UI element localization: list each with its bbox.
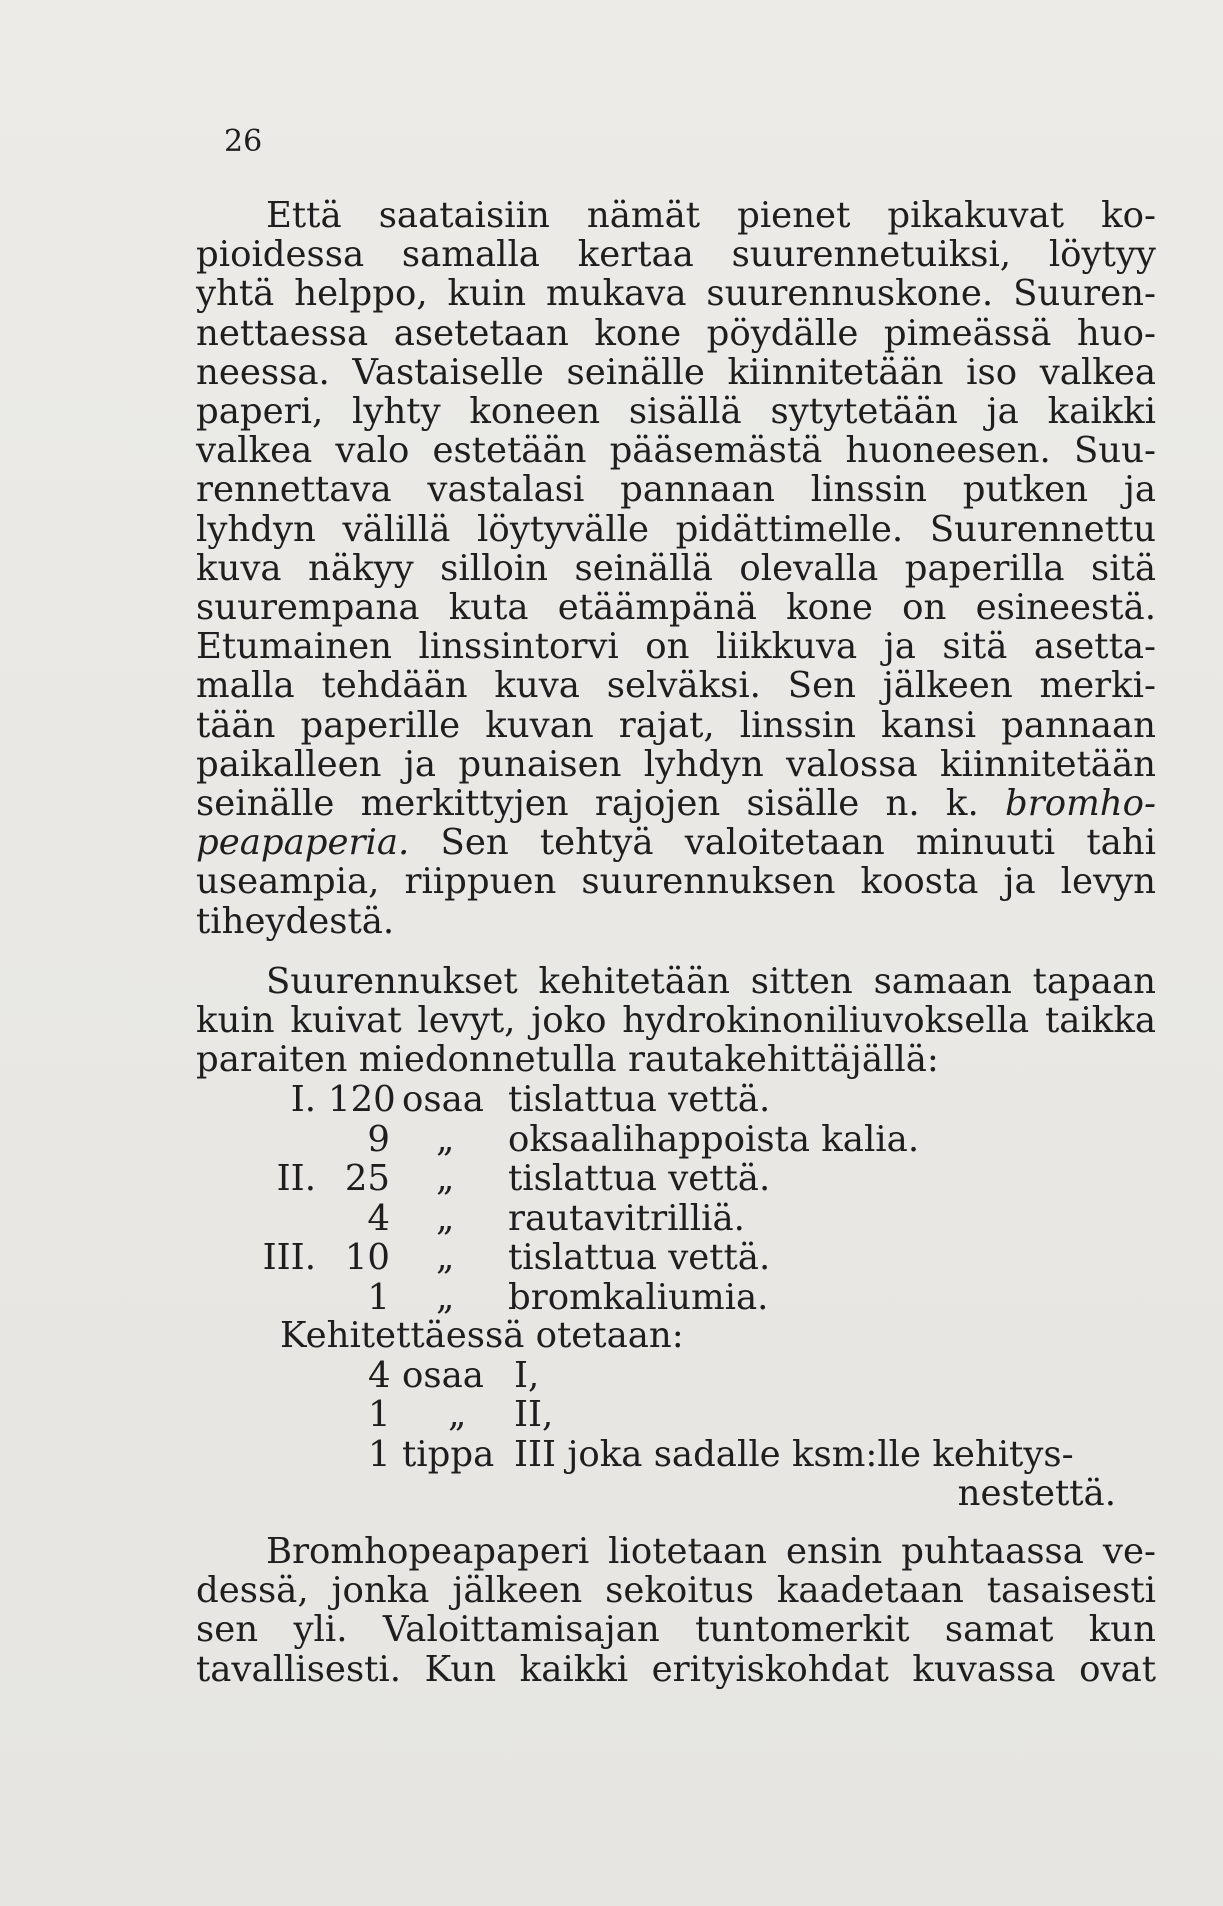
text-span: Sen tehtyä valoitetaan minuuti tahi (440, 822, 1156, 864)
italic-term: peapaperia. (196, 822, 410, 864)
ditto-mark: „ (436, 1276, 455, 1318)
text-line: valkea valo estetään pääsemästä huoneesen. Suu- (196, 430, 1156, 472)
usage-row (196, 1435, 1156, 1475)
recipe-row (196, 1238, 1156, 1278)
recipe-desc: tislattua vettä. (508, 1079, 771, 1120)
text-line: paperi, lyhty koneen sisällä sytytetään ja kaikki (196, 391, 1156, 433)
usage-row (196, 1395, 1156, 1435)
usage-ref: II, (514, 1394, 554, 1435)
paragraph-developing (196, 962, 1156, 1080)
text-line: Että saataisiin nämät pienet pikakuvat ko- (266, 195, 1156, 236)
recipe-row (196, 1199, 1156, 1239)
page-number: 26 (224, 124, 263, 159)
paragraph-enlarging-machine (196, 196, 1156, 941)
recipe-qty: 9 (367, 1118, 390, 1160)
ditto-mark: „ (436, 1118, 455, 1160)
recipe-desc: tislattua vettä. (508, 1237, 771, 1278)
ditto-mark: „ (436, 1197, 455, 1239)
text-line: paikalleen ja punaisen lyhdyn valossa kiinnitetään (196, 743, 1156, 785)
text-line: lyhdyn välillä löytyvälle pidättimelle. Suurennettu (196, 508, 1156, 550)
text-line: tään paperille kuvan rajat, linssin kansi pannaan (196, 704, 1156, 746)
italic-term: bromho- (1005, 783, 1156, 825)
ditto-mark: „ (436, 1237, 455, 1278)
recipe-roman: III. (262, 1237, 316, 1278)
text-line: Bromhopeapaperi liotetaan ensin puhtaassa ve- (266, 1531, 1156, 1572)
usage-instructions (196, 1316, 1156, 1514)
recipe-desc: tislattua vettä. (508, 1158, 771, 1199)
text-line: nettaessa asetetaan kone pöydälle pimeässä huo- (196, 312, 1156, 354)
paragraph-bromide-paper (196, 1532, 1156, 1689)
text-line: kuva näkyy silloin seinällä olevalla paperilla sitä (196, 547, 1156, 589)
usage-qty: 1 (368, 1394, 391, 1435)
text-line (196, 784, 1156, 823)
text-line: kuin kuivat levyt, joko hydrokinoniliuvoksella taikka (196, 1000, 1156, 1042)
recipe-row (196, 1120, 1156, 1160)
text-line: neessa. Vastaiselle seinälle kiinnitetään iso valkea (196, 351, 1156, 393)
usage-qty: 1 (368, 1433, 391, 1475)
recipe-qty: 4 (367, 1197, 390, 1239)
usage-ref: III joka sadalle ksm:lle kehitys- (514, 1433, 1074, 1475)
text-line: paraiten miedonnetulla rautakehittäjällä: (196, 1039, 939, 1081)
recipe-roman: I. (290, 1079, 316, 1120)
text-line: tiheydestä. (196, 900, 395, 942)
developer-recipe (196, 1080, 1156, 1317)
recipe-row (196, 1080, 1156, 1120)
text-line: Etumainen linssintorvi on liikkuva ja sitä asetta- (196, 626, 1156, 668)
text-line: suurempana kuta etäämpänä kone on esineestä. (196, 587, 1156, 629)
recipe-desc: rautavitrilliä. (508, 1197, 745, 1239)
ditto-mark: „ (448, 1394, 467, 1435)
usage-continuation-row (196, 1474, 1156, 1514)
recipe-desc: oksaalihappoista kalia. (508, 1118, 920, 1160)
recipe-qty: 1 (367, 1276, 390, 1318)
recipe-roman: II. (276, 1158, 316, 1199)
text-line: dessä, jonka jälkeen sekoitus kaadetaan tasaisesti (196, 1570, 1156, 1612)
usage-unit: tippa (402, 1433, 495, 1475)
text-line (196, 823, 1156, 862)
usage-continuation: nestettä. (957, 1473, 1116, 1514)
ditto-mark: „ (436, 1158, 455, 1199)
usage-heading: Kehitettäessä otetaan: (280, 1315, 684, 1356)
text-line: useampia, riippuen suurennuksen koosta ja levyn (196, 861, 1156, 903)
text-span: seinälle merkittyjen rajojen sisälle n. k. (196, 783, 979, 825)
text-line: pioidessa samalla kertaa suurennetuiksi, löytyy (196, 234, 1156, 276)
recipe-desc: bromkaliumia. (508, 1276, 769, 1318)
recipe-qty: 120 (328, 1079, 396, 1120)
usage-ref: I, (514, 1354, 540, 1396)
text-line: yhtä helppo, kuin mukava suurennuskone. Suuren- (196, 273, 1156, 315)
text-line: malla tehdään kuva selväksi. Sen jälkeen merki- (196, 665, 1156, 707)
text-line: rennettava vastalasi pannaan linssin putken ja (196, 469, 1156, 511)
text-line: Suurennukset kehitetään sitten samaan tapaan (266, 961, 1156, 1002)
usage-qty: 4 (368, 1354, 391, 1396)
recipe-qty: 25 (344, 1158, 390, 1199)
usage-unit: osaa (402, 1354, 484, 1396)
recipe-qty: 10 (344, 1237, 390, 1278)
recipe-row (196, 1159, 1156, 1199)
text-line: tavallisesti. Kun kaikki erityiskohdat kuvassa ovat (196, 1648, 1156, 1690)
recipe-row (196, 1278, 1156, 1318)
recipe-unit: osaa (402, 1079, 484, 1120)
usage-row (196, 1356, 1156, 1396)
text-line: sen yli. Valoittamisajan tuntomerkit samat kun (196, 1609, 1156, 1651)
usage-heading-row (196, 1316, 1156, 1356)
